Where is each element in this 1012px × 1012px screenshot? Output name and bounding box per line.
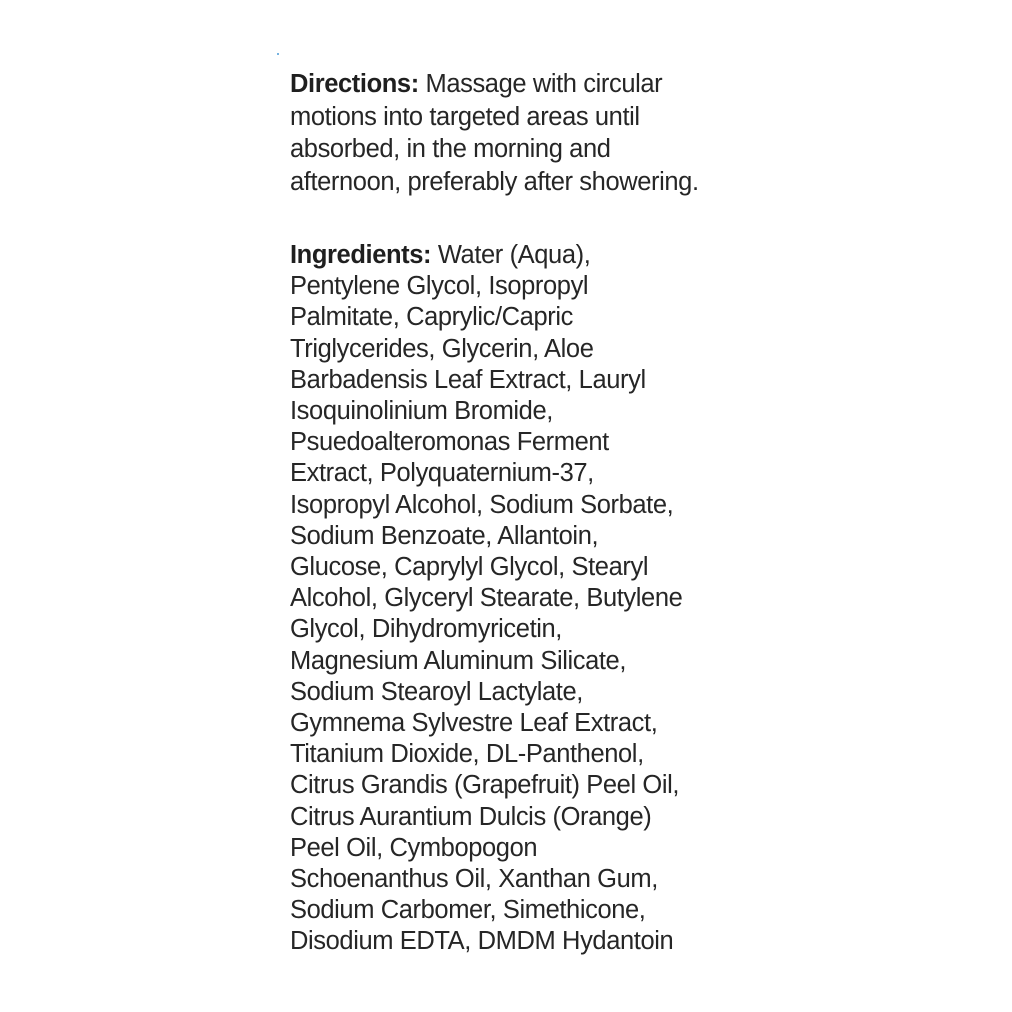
ingredients-line: Pentylene Glycol, Isopropyl: [290, 272, 589, 301]
ingredients-line: Magnesium Aluminum Silicate,: [290, 646, 627, 675]
ingredients-line: Citrus Grandis (Grapefruit) Peel Oil,: [290, 771, 680, 800]
directions-paragraph: [290, 68, 760, 198]
ingredients-line: Triglycerides, Glycerin, Aloe: [290, 334, 594, 363]
directions-heading: Directions:: [290, 70, 419, 98]
directions-line: Massage with circular: [418, 70, 663, 98]
ingredients-line: Sodium Stearoyl Lactylate,: [290, 677, 583, 706]
ingredients-line: Alcohol, Glyceryl Stearate, Butylene: [290, 584, 683, 613]
directions-line: motions into targeted areas until: [290, 102, 640, 131]
ingredients-line: Citrus Aurantium Dulcis (Orange): [290, 802, 652, 831]
directions-line: absorbed, in the morning and: [290, 135, 611, 163]
ingredients-line: Peel Oil, Cymbopogon: [290, 833, 538, 862]
ingredients-line: Glycol, Dihydromyricetin,: [290, 615, 562, 644]
ingredients-line: Water (Aqua),: [431, 241, 591, 269]
ingredients-line: Isoquinolinium Bromide,: [290, 397, 553, 426]
ingredients-line: Sodium Benzoate, Allantoin,: [290, 521, 599, 550]
ingredients-line: Isopropyl Alcohol, Sodium Sorbate,: [290, 490, 674, 519]
ingredients-line: Extract, Polyquaternium-37,: [290, 459, 594, 488]
ingredients-line: Disodium EDTA, DMDM Hydantoin: [290, 927, 674, 956]
ingredients-line: Psuedoalteromonas Ferment: [290, 428, 609, 457]
ingredients-line: Sodium Carbomer, Simethicone,: [290, 896, 646, 925]
ingredients-line: Titanium Dioxide, DL-Panthenol,: [290, 740, 644, 769]
product-label-text: [290, 68, 760, 958]
decorative-dot: [277, 53, 279, 55]
ingredients-line: Schoenanthus Oil, Xanthan Gum,: [290, 865, 658, 894]
ingredients-heading: Ingredients:: [290, 241, 432, 269]
ingredients-line: Palmitate, Caprylic/Capric: [290, 303, 573, 332]
ingredients-paragraph: [290, 240, 760, 958]
ingredients-line: Glucose, Caprylyl Glycol, Stearyl: [290, 553, 649, 582]
ingredients-line: Barbadensis Leaf Extract, Lauryl: [290, 365, 646, 394]
directions-line: afternoon, preferably after showering.: [290, 167, 699, 196]
ingredients-line: Gymnema Sylvestre Leaf Extract,: [290, 709, 658, 738]
